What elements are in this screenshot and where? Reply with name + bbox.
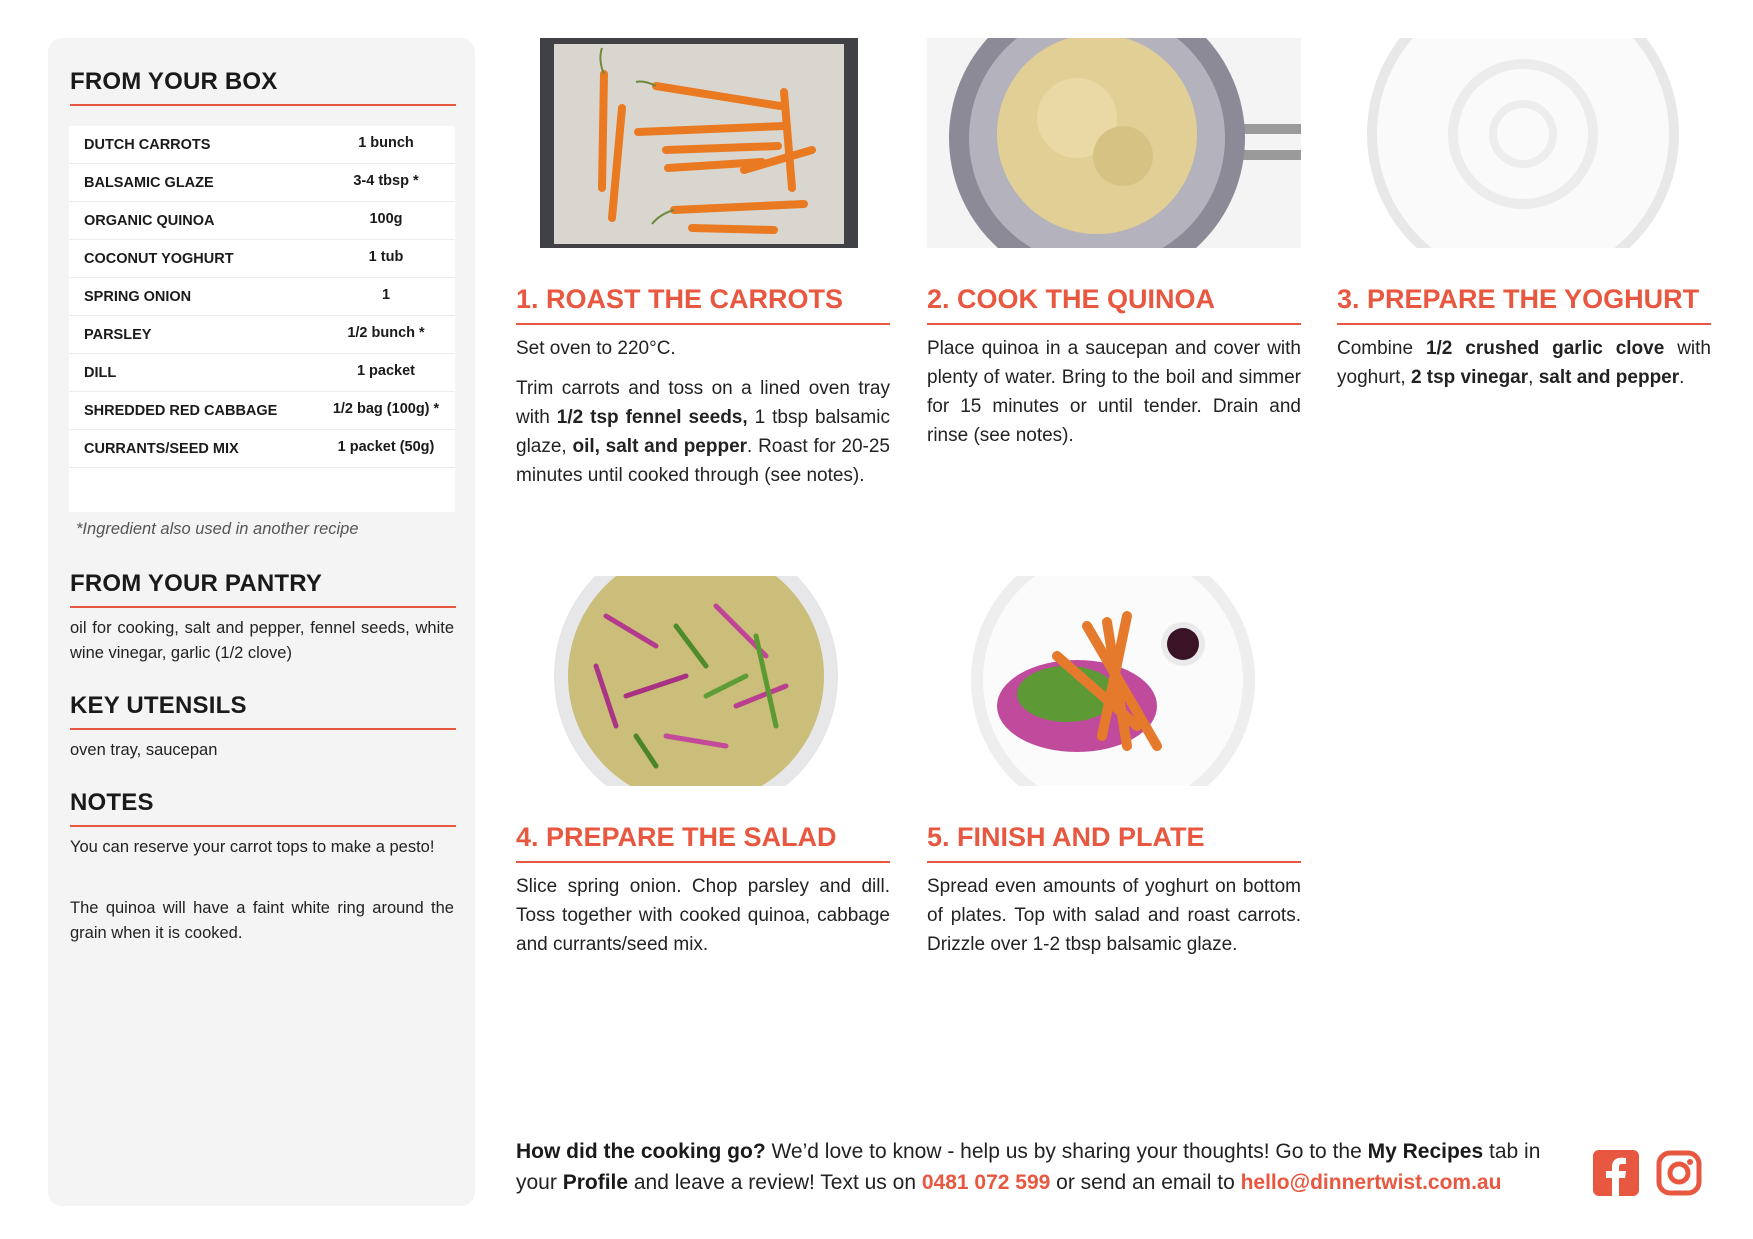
ingredient-qty: 1 packet: [356, 363, 416, 379]
footer-text: and leave a review! Text us on: [628, 1171, 922, 1194]
step-text-part: .: [1679, 367, 1685, 388]
step-text: Place quinoa in a saucepan and cover with plenty of water. Bring to the boil and simmer for 15 minutes or until tender. Drain and rinse (see notes).: [927, 338, 1301, 446]
ingredient-qty: 1 packet (50g): [337, 439, 435, 455]
table-row: [69, 164, 455, 202]
ingredient-footnote: *Ingredient also used in another recipe: [76, 520, 359, 538]
ingredient-name: BALSAMIC GLAZE: [84, 175, 214, 191]
ingredient-qty: 1/2 bunch *: [347, 325, 425, 341]
step-text-part: 1 tbsp balsamic glaze,: [516, 407, 890, 457]
instagram-icon[interactable]: [1656, 1150, 1702, 1196]
step-text-part: with yoghurt,: [1337, 338, 1711, 388]
table-row: [69, 354, 455, 392]
facebook-icon[interactable]: [1593, 1150, 1639, 1196]
key-utensils-heading: KEY UTENSILS: [70, 692, 456, 730]
feedback-footer: [516, 1136, 1576, 1198]
feedback-question: How did the cooking go?: [516, 1140, 766, 1163]
step-body: [1337, 334, 1711, 403]
from-your-box-heading: FROM YOUR BOX: [70, 68, 456, 106]
table-row: [69, 202, 455, 240]
finish-plate-photo: [927, 576, 1301, 786]
cook-quinoa-photo: [927, 38, 1301, 248]
step-text-bold: 1/2 tsp fennel seeds,: [556, 407, 748, 428]
step-text-part: Combine: [1337, 338, 1426, 359]
notes-heading: NOTES: [70, 789, 456, 827]
note-item: The quinoa will have a faint white ring around the grain when it is cooked.: [70, 899, 454, 942]
footer-text: or send an email to: [1050, 1171, 1241, 1194]
ingredient-name: SPRING ONION: [84, 289, 192, 305]
roast-carrots-photo: [516, 38, 890, 248]
step-text-bold: salt and pepper: [1538, 367, 1680, 388]
ingredient-qty: 1/2 bag (100g) *: [332, 401, 440, 417]
ingredient-name: COCONUT YOGHURT: [84, 251, 234, 267]
step-text-part: Trim carrots and toss on a lined oven tray with: [516, 378, 890, 428]
prepare-yoghurt-photo: [1337, 38, 1711, 248]
step-body: [927, 334, 1301, 461]
phone-link[interactable]: 0481 072 599: [921, 1171, 1051, 1194]
table-row: [69, 430, 455, 468]
step-title: 3. PREPARE THE YOGHURT: [1337, 284, 1711, 325]
step-body: [927, 872, 1301, 970]
table-row: [69, 278, 455, 316]
utensils-text: oven tray, saucepan: [70, 741, 218, 759]
footer-text: tab in your: [516, 1140, 1541, 1194]
ingredient-name: SHREDDED RED CABBAGE: [84, 403, 278, 419]
step-text: Set oven to 220°C.: [516, 338, 676, 359]
step-text: [516, 374, 890, 490]
table-row: [69, 316, 455, 354]
ingredient-qty: 100g: [369, 211, 403, 227]
step-text-bold: oil, salt and pepper: [572, 436, 748, 457]
email-link[interactable]: hello@dinnertwist.com.au: [1240, 1171, 1502, 1194]
ingredient-table: [69, 126, 455, 512]
ingredient-qty: 1 bunch: [358, 135, 414, 151]
step-title: 4. PREPARE THE SALAD: [516, 822, 890, 863]
profile-link[interactable]: Profile: [562, 1171, 629, 1194]
ingredient-name: PARSLEY: [84, 327, 152, 343]
ingredient-name: ORGANIC QUINOA: [84, 213, 215, 229]
step-title: 2. COOK THE QUINOA: [927, 284, 1301, 325]
footer-text: We’d love to know - help us by sharing your thoughts! Go to the: [765, 1140, 1368, 1163]
step-body: [516, 334, 890, 501]
ingredient-qty: 1 tub: [368, 249, 404, 265]
table-row: [69, 392, 455, 430]
ingredient-qty: 3-4 tbsp *: [353, 173, 419, 189]
from-your-pantry-heading: FROM YOUR PANTRY: [70, 570, 456, 608]
ingredients-sidebar: [48, 38, 475, 1206]
my-recipes-link[interactable]: My Recipes: [1367, 1140, 1484, 1163]
step-text-bold: 1/2 crushed garlic clove: [1425, 338, 1665, 359]
ingredient-name: DUTCH CARROTS: [84, 137, 211, 153]
table-row: [69, 240, 455, 278]
step-title: 1. ROAST THE CARROTS: [516, 284, 890, 325]
step-text: Slice spring onion. Chop parsley and dill. Toss together with cooked quinoa, cabbage and currants/seed mix.: [516, 876, 890, 955]
ingredient-name: CURRANTS/SEED MIX: [84, 441, 239, 457]
ingredient-name: DILL: [84, 365, 117, 381]
ingredient-qty: 1: [381, 287, 391, 303]
step-text-bold: 2 tsp vinegar: [1410, 367, 1529, 388]
step-title: 5. FINISH AND PLATE: [927, 822, 1301, 863]
table-row: [69, 126, 455, 164]
note-item: You can reserve your carrot tops to make a pesto!: [70, 838, 435, 856]
step-body: [516, 872, 890, 970]
step-text-part: . Roast for 20-25 minutes until cooked through (see notes).: [516, 436, 890, 486]
step-text: [1337, 334, 1711, 392]
prepare-salad-photo: [516, 576, 890, 786]
pantry-text: oil for cooking, salt and pepper, fennel seeds, white wine vinegar, garlic (1/2 clove): [70, 619, 454, 662]
step-text: Spread even amounts of yoghurt on bottom of plates. Top with salad and roast carrots. Drizzle over 1-2 tbsp balsamic glaze.: [927, 876, 1301, 955]
step-text-part: ,: [1528, 367, 1539, 388]
